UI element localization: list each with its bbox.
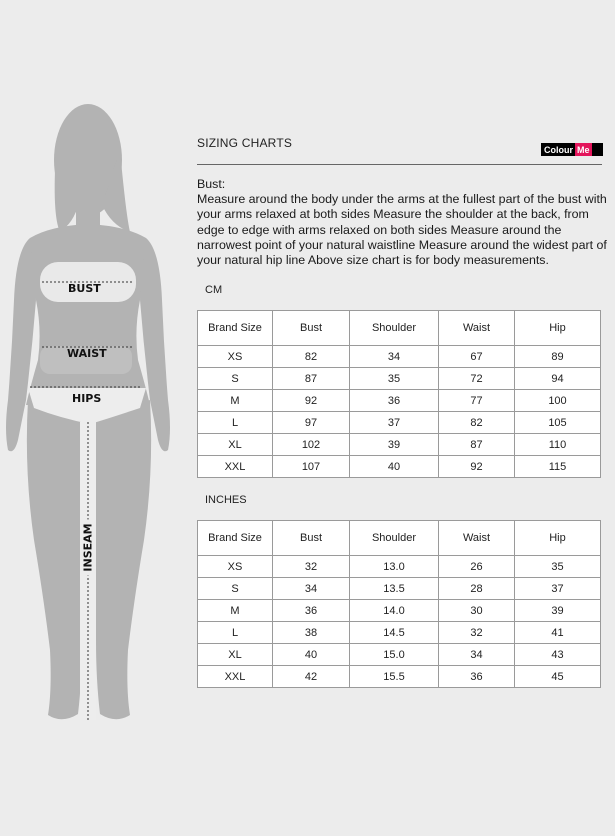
cell-size: S [198,368,273,390]
cell-bust: 92 [273,390,350,412]
cell-waist: 26 [439,556,515,578]
cell-bust: 32 [273,556,350,578]
cell-shoulder: 13.5 [350,578,439,600]
header-divider [197,164,602,165]
cell-shoulder: 35 [350,368,439,390]
cell-hip: 37 [515,578,601,600]
inches-label: INCHES [205,494,247,506]
body-measurement-figure [0,0,190,831]
cell-bust: 36 [273,600,350,622]
cell-size: XL [198,644,273,666]
cell-bust: 97 [273,412,350,434]
table-row [198,368,601,390]
cell-shoulder: 14.5 [350,622,439,644]
cell-waist: 36 [439,666,515,688]
table-row [198,666,601,688]
table-row [198,622,601,644]
description-text: Measure around the body under the arms at the fullest part of the bust with your arms relaxed at both sides Measure the shoulder at the back, from edge to edge with arms relaxed on both sides Measure around the narrowest point of your natural waistline Measure around the widest part of your natural hip line Above size chart is for body measurements. [197,192,607,268]
table-row [198,600,601,622]
cell-shoulder: 37 [350,412,439,434]
cell-bust: 34 [273,578,350,600]
cell-shoulder: 15.0 [350,644,439,666]
page-title: SIZING CHARTS [197,136,293,150]
col-brand-size: Brand Size [198,311,273,346]
col-shoulder: Shoulder [350,311,439,346]
cell-hip: 89 [515,346,601,368]
cell-bust: 102 [273,434,350,456]
col-hip: Hip [515,311,601,346]
hips-label: HIPS [72,392,102,405]
measurement-description [197,177,609,268]
brand-logo [541,143,603,156]
table-row [198,644,601,666]
table-row [198,390,601,412]
cell-shoulder: 39 [350,434,439,456]
cell-hip: 105 [515,412,601,434]
cell-size: M [198,390,273,412]
col-bust: Bust [273,311,350,346]
inches-size-table [197,520,601,688]
cm-size-table [197,310,601,478]
cell-size: M [198,600,273,622]
cell-size: L [198,622,273,644]
cell-bust: 40 [273,644,350,666]
cell-shoulder: 13.0 [350,556,439,578]
cell-shoulder: 15.5 [350,666,439,688]
body-silhouette-icon [0,0,190,831]
cell-hip: 45 [515,666,601,688]
cell-shoulder: 14.0 [350,600,439,622]
inseam-label: INSEAM [82,520,95,576]
cell-waist: 30 [439,600,515,622]
cell-hip: 39 [515,600,601,622]
cell-hip: 115 [515,456,601,478]
table-row [198,412,601,434]
table-header-row [198,311,601,346]
col-brand-size: Brand Size [198,521,273,556]
cell-hip: 35 [515,556,601,578]
col-hip: Hip [515,521,601,556]
cell-bust: 87 [273,368,350,390]
table-row [198,434,601,456]
cell-hip: 41 [515,622,601,644]
cell-waist: 28 [439,578,515,600]
cell-shoulder: 36 [350,390,439,412]
cell-size: XXL [198,666,273,688]
cell-waist: 32 [439,622,515,644]
cell-size: S [198,578,273,600]
description-heading: Bust: [197,177,226,191]
cell-waist: 72 [439,368,515,390]
cell-hip: 100 [515,390,601,412]
cell-size: XS [198,556,273,578]
cm-label: CM [205,284,223,296]
cell-size: L [198,412,273,434]
brand-logo-part1: Colour [544,144,573,155]
col-waist: Waist [439,521,515,556]
brand-logo-part2: Me [577,144,590,155]
table-row [198,556,601,578]
cell-bust: 82 [273,346,350,368]
cell-shoulder: 40 [350,456,439,478]
col-bust: Bust [273,521,350,556]
cell-shoulder: 34 [350,346,439,368]
cell-waist: 77 [439,390,515,412]
cell-size: XL [198,434,273,456]
table-row [198,456,601,478]
table-row [198,346,601,368]
cell-waist: 87 [439,434,515,456]
cell-waist: 67 [439,346,515,368]
waist-label: WAIST [67,347,107,360]
cell-waist: 82 [439,412,515,434]
cell-waist: 34 [439,644,515,666]
cell-size: XXL [198,456,273,478]
bust-label: BUST [68,282,101,295]
col-waist: Waist [439,311,515,346]
col-shoulder: Shoulder [350,521,439,556]
cell-bust: 38 [273,622,350,644]
table-row [198,578,601,600]
cell-bust: 42 [273,666,350,688]
cell-hip: 94 [515,368,601,390]
cell-hip: 110 [515,434,601,456]
cell-waist: 92 [439,456,515,478]
cell-bust: 107 [273,456,350,478]
cell-hip: 43 [515,644,601,666]
cell-size: XS [198,346,273,368]
table-header-row [198,521,601,556]
